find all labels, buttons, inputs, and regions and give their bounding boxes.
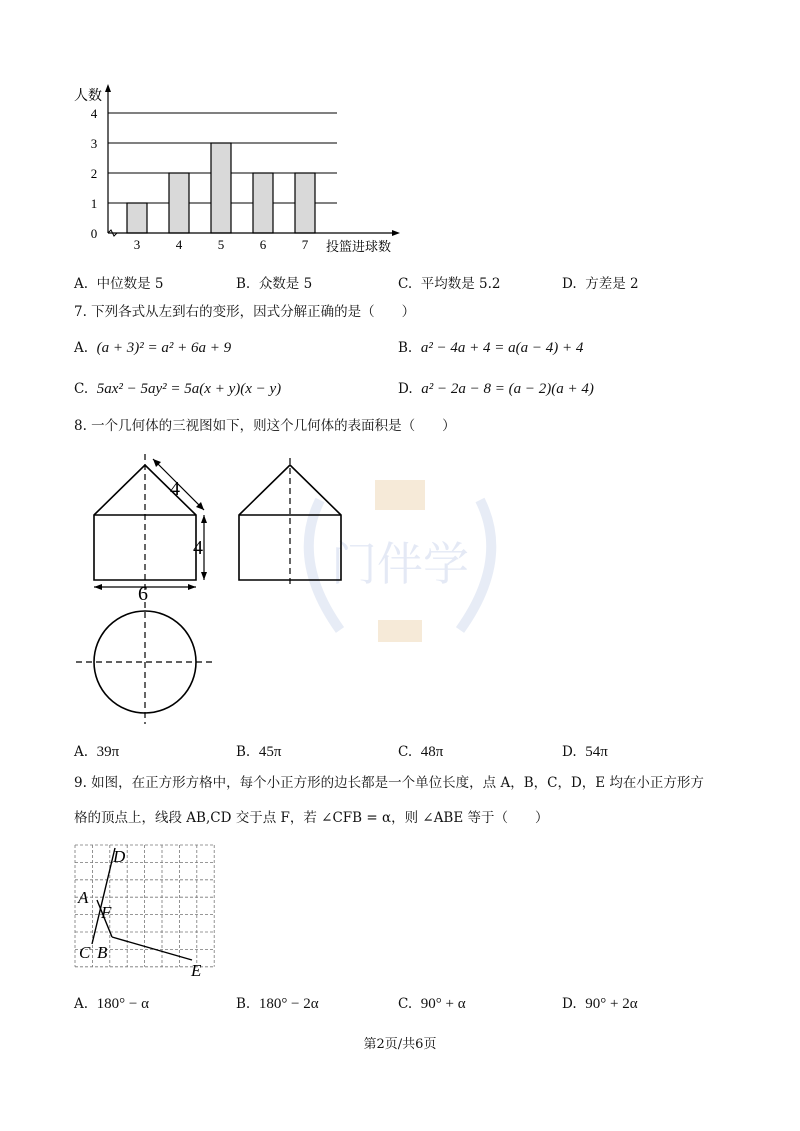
y-tick-label: 3 (90, 136, 98, 151)
bar-chart (60, 80, 420, 260)
point-e-label: E (191, 961, 202, 980)
q9-stem-line2: 格的顶点上，线段 AB,CD 交于点 F，若 ∠CFB = α，则 ∠ABE 等于（ ） (74, 810, 549, 826)
y-tick-label: 0 (90, 226, 98, 241)
svg-text:门伴学: 门伴学 (331, 537, 469, 591)
chart-ticks (91, 106, 309, 252)
q8-option-a[interactable]: A. 39π (74, 744, 120, 760)
grid-lines (75, 845, 214, 967)
x-axis-arrow (392, 230, 400, 236)
q8-option-c[interactable]: C. 48π (398, 744, 444, 760)
x-tick-label: 7 (301, 237, 309, 252)
q7-option-b[interactable]: B. a² − 4a + 4 = a(a − 4) + 4 (398, 340, 584, 356)
q9-stem-line1: 9. 如图，在正方形方格中，每个小正方形的边长都是一个单位长度，点 A，B，C，D，E 均在小正方形方 (74, 775, 704, 791)
grid-figure (70, 840, 220, 985)
point-f-label: F (101, 903, 112, 922)
q7-option-b-expr: a² − 4a + 4 = a(a − 4) + 4 (420, 340, 584, 356)
q9-option-b[interactable]: B. 180° − 2α (236, 996, 319, 1012)
dim-height-label: 4 (193, 537, 203, 559)
q6-option-c[interactable]: C. 平均数是 5.2 (398, 276, 501, 292)
chart-bars (127, 143, 315, 233)
segment-be (112, 937, 192, 960)
x-tick-label: 3 (133, 237, 141, 252)
top-view (70, 600, 220, 730)
x-tick-label: 4 (175, 237, 183, 252)
bar-7 (295, 173, 315, 233)
q7-option-c-expr: 5ax² − 5ay² = 5a(x + y)(x − y) (96, 381, 282, 397)
x-axis-label: 投篮进球数 (326, 239, 392, 254)
q9-option-a[interactable]: A. 180° − α (74, 996, 149, 1012)
q8-option-b[interactable]: B. 45π (236, 744, 282, 760)
point-d-label: D (113, 847, 126, 866)
q7-option-a-expr: (a + 3)² = a² + 6a + 9 (96, 340, 232, 356)
y-tick-label: 1 (90, 196, 98, 211)
bar-5 (211, 143, 231, 233)
q6-option-b[interactable]: B. 众数是 5 (236, 276, 313, 292)
q9-option-d[interactable]: D. 90° + 2α (562, 996, 638, 1012)
bar-4 (169, 173, 189, 233)
q7-option-a[interactable]: A. (a + 3)² = a² + 6a + 9 (74, 340, 232, 356)
side-view (230, 450, 360, 590)
bar-6 (253, 173, 273, 233)
page-footer: 第2页/共6页 (363, 1037, 437, 1052)
y-tick-label: 2 (90, 166, 98, 181)
point-a-label: A (78, 888, 89, 907)
q7-stem: 7. 下列各式从左到右的变形，因式分解正确的是（ ） (74, 304, 416, 320)
x-tick-label: 6 (259, 237, 267, 252)
y-tick-label: 4 (90, 106, 98, 121)
y-axis-arrow (105, 84, 111, 92)
dim-width-label: 6 (138, 583, 148, 600)
front-view (80, 450, 220, 600)
y-axis-label: 人数 (74, 89, 102, 104)
q7-option-d-expr: a² − 2a − 8 = (a − 2)(a + 4) (421, 381, 594, 397)
q6-option-d[interactable]: D. 方差是 2 (562, 276, 639, 292)
q9-option-c[interactable]: C. 90° + α (398, 996, 466, 1012)
dim-slant-label: 4 (170, 478, 180, 500)
x-tick-label: 5 (217, 237, 225, 252)
q8-option-d[interactable]: D. 54π (562, 744, 608, 760)
q7-option-c[interactable]: C. 5ax² − 5ay² = 5a(x + y)(x − y) (74, 381, 282, 397)
q8-stem: 8. 一个几何体的三视图如下，则这个几何体的表面积是（ ） (74, 418, 456, 434)
point-c-label: C (79, 943, 91, 962)
q7-option-d[interactable]: D. a² − 2a − 8 = (a − 2)(a + 4) (398, 381, 594, 397)
bar-3 (127, 203, 147, 233)
q6-option-a[interactable]: A. 中位数是 5 (74, 276, 164, 292)
point-b-label: B (97, 943, 108, 962)
